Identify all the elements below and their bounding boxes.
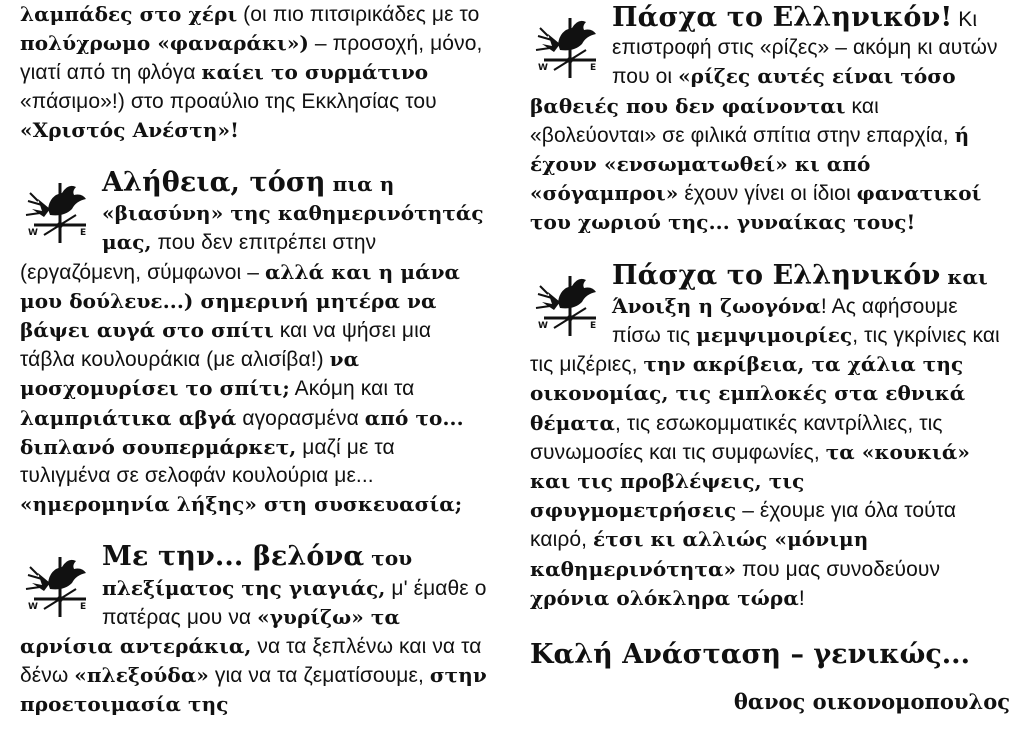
body-text: να τα ξεπλένω και να τα δένω [20,635,482,688]
weathervane-icon [530,262,608,340]
bold-text: στην προετοιμασία της [20,663,487,717]
bold-text: πολύχρωμο «φαναράκι») [20,31,309,56]
body-text: που δεν επιτρέπει στην (εργαζόμενη, σύμφωνοι – [20,231,377,284]
bold-text: «Χριστός Ανέστη»! [20,117,239,142]
paragraph-lead-continued: πια η «βιασύνη» της καθημερινότητάς μας, [102,172,484,255]
body-text: Κι επιστροφή στις «ρίζες» – ακόμη κι αυτών που οι [612,8,998,89]
paragraph-lead-continued: του πλεξίματος της γιαγιάς, [102,546,413,600]
body-text: (οι πιο πιτσιρικάδες με το [237,3,480,26]
bold-text: τα «κουκιά» και τις προβλέψεις, τις σφυγμομετρήσεις [530,439,970,523]
bold-text: καίει το συρμάτινο [201,60,429,85]
bold-text: από το... διπλανό σουπερμάρκετ, [20,405,464,459]
body-text: Ακόμη και τα [289,377,415,401]
body-text: ! [798,586,805,610]
body-text: και να ψήσει μια τάβλα κουλουράκια (με αλισίβα!) [20,319,432,372]
paragraph-lead: Με την... βελόνα [102,541,365,573]
paragraph-lead-continued: και Άνοιξη η ζωογόνα [612,264,988,318]
bold-text: έτσι κι αλλιώς «μόνιμη καθημερινότητα» [530,527,869,581]
bold-text: «ημερομηνία λήξης» στη συσκευασία; [20,492,463,517]
bold-text: να μοσχομυρίσει το σπίτι; [20,347,360,401]
bold-text: λαμπριάτικα αβγά [20,405,237,430]
body-text: για να τα ζεματίσουμε, [208,664,430,688]
bold-text: την ακρίβεια, τα χάλια της οικονομίας, τις εμπλοκές στα εθνικά θέματα [530,352,966,435]
right-column [530,0,1010,714]
paragraph-needle [20,543,488,719]
body-text: – προσοχή, μόνο, γιατί από τη φλόγα [20,32,483,85]
bold-text: «γυρίζω» τα αρνίσια αντεράκια, [20,604,400,659]
body-text: , τις εσωκομματικές καντρίλλιες, τις συνωμοσίες και τις συμφωνίες, [530,411,943,464]
paragraph-spring [530,259,1010,613]
paragraph-haste [20,169,488,519]
body-text: , τις γκρίνιες και τις μιζέριες, [530,324,1000,377]
bold-text: «ρίζες αυτές είναι τόσο βαθειές που δεν φαίνονται [530,64,956,118]
paragraph-lead: Πάσχα το Ελληνικόν [612,259,941,291]
bold-text: «πλεξούδα» [74,663,209,688]
bold-text: χρόνια ολόκληρα τώρα [530,585,799,610]
bold-text: ή έχουν «ενσωματωθεί» κι από «σόγαμπροι» [530,122,970,206]
paragraph-lead: Αλήθεια, τόση [102,167,326,199]
paragraph-greek-easter [530,4,1010,238]
body-text: – έχουμε για όλα τούτα καιρό, [530,499,957,552]
body-text: αγορασμένα [236,406,365,430]
bold-text: λαμπάδες στο χέρι [20,2,238,26]
body-text: μ' έμαθε ο πατέρας μου να [102,576,487,629]
bold-text: αλλά και η μάνα μου δούλευε...) σημερινή μητέρα να βάψει αυγά στο σπίτι [20,259,461,343]
body-text: που μας συνοδεύουν [736,557,941,581]
closing-greeting: Καλή Ανάσταση – γενικώς... [530,639,970,671]
paragraph-easter-procession [20,0,488,145]
body-text: και «βολεύονται» σε φιλικά σπίτια στην επαρχία, [530,94,955,147]
weathervane-icon [530,4,608,82]
body-text: ! Ας αφήσουμε πίσω τις [612,294,958,348]
left-column [20,0,488,744]
author-signature: θανος οικονομοπουλος [733,689,1010,715]
paragraph-lead: Πάσχα το Ελληνικόν! [612,2,953,33]
body-text: «πάσιμο»!) στο προαύλιο της Εκκλησίας του [20,89,437,113]
body-text: μαζί με τα τυλιγμένα σε σελοφάν κουλούρια με... [20,435,395,488]
body-text: έχουν γίνει οι ίδιοι [678,182,857,206]
bold-text: φανατικοί του χωριού της... γυναίκας τους! [530,181,982,235]
weathervane-icon [20,543,98,621]
weathervane-icon [20,169,98,247]
bold-text: μεμψιμοιρίες [696,323,853,348]
